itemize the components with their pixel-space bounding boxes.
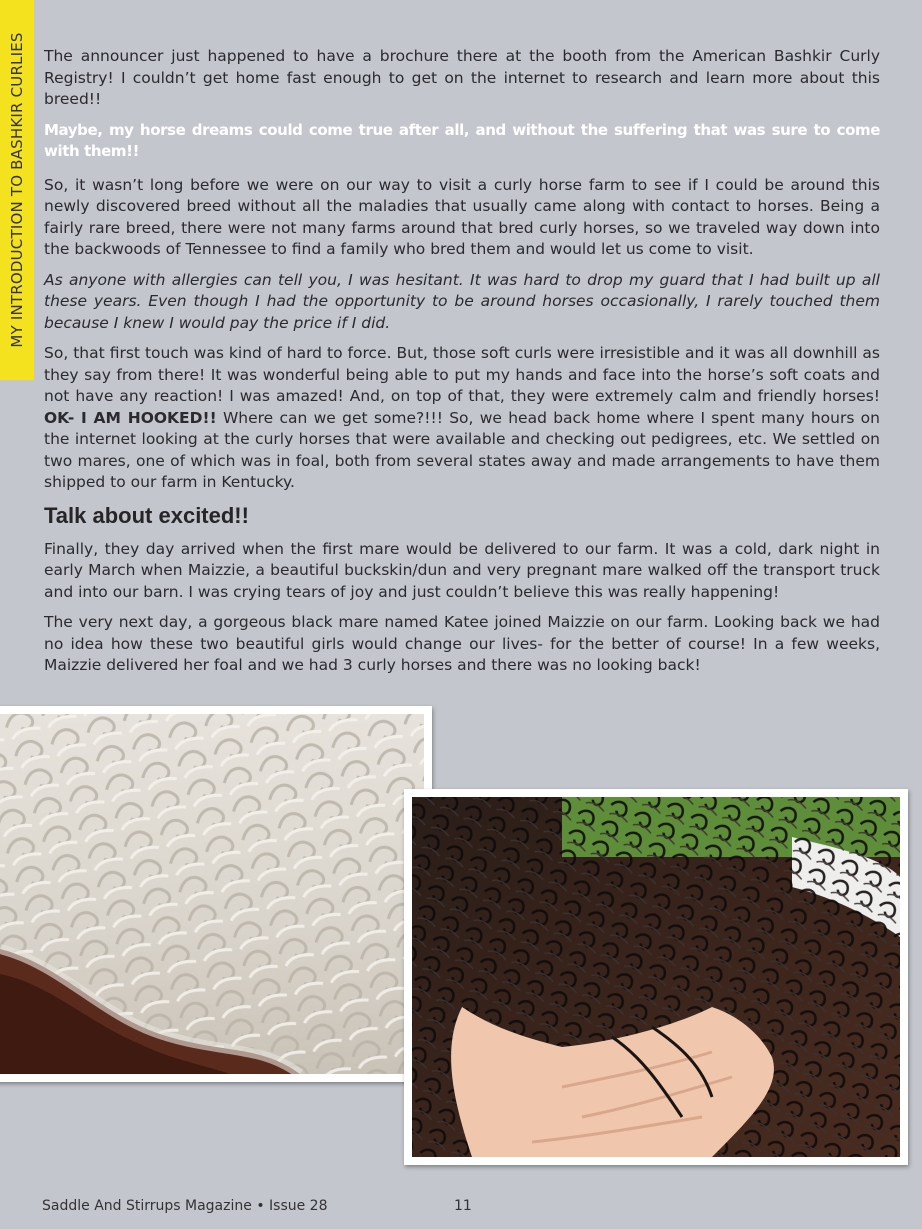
paragraph-5: [44, 343, 880, 494]
photo-black-curly-coat: [404, 789, 908, 1165]
section-tab: [0, 0, 34, 380]
paragraph-1: The announcer just happened to have a brochure there at the booth from the American Bashkir Curly Registry! I couldn’t get home fast enough to get on the internet to research and learn more about this breed!!: [44, 47, 880, 108]
paragraph-5-end: Where can we get some?!!! So, we head back home where I spent many hours on the internet looking at the curly horses that were available and checking out pedigrees, etc. We settled on two mares, one of which was in foal, both from several states away and made arrangements to have them shipped to our farm in Kentucky.: [44, 408, 880, 491]
section-tab-label: MY INTRODUCTION TO BASHKIR CURLIES: [8, 32, 26, 348]
footer-magazine-title: Saddle And Stirrups Magazine • Issue 28: [42, 1198, 328, 1214]
highlight-quote: Maybe, my horse dreams could come true after all, and without the suffering that was sure to come with them!!: [44, 120, 880, 160]
paragraph-5-start: So, that first touch was kind of hard to force. But, those soft curls were irresistible and it was all downhill as they say from there! It was wonderful being able to put my hands and face into the horse’s soft coats and not have any reaction! I was amazed! And, on top of that, they were extremely calm and friendly horses!: [44, 344, 880, 405]
paragraph-7: The very next day, a gorgeous black mare named Katee joined Maizzie on our farm. Looking back we had no idea how these two beautiful girls would change our lives- for the better of course! In a few weeks, Maizzie delivered her foal and we had 3 curly horses and there was no looking back!: [44, 613, 880, 674]
white-curls-image: [0, 714, 424, 1074]
paragraph-3: So, it wasn’t long before we were on our way to visit a curly horse farm to see if I could be around this newly discovered breed without all the maladies that usually came along with contact to horses. Being a fairly rare breed, there were not many farms around that bred curly horses, so we traveled way down into the backwoods of Tennessee to find a family who bred them and would let us come to visit.: [44, 175, 880, 258]
photo-white-curly-coat: [0, 706, 432, 1082]
page-number: 11: [454, 1198, 472, 1214]
hooked-callout: OK- I AM HOOKED!!: [44, 408, 217, 427]
italic-paragraph: As anyone with allergies can tell you, I was hesitant. It was hard to drop my guard that I had built up all these years. Even though I had the opportunity to be around horses occasionally, I rarely touched them because I knew I would pay the price if I did.: [44, 270, 880, 332]
paragraph-6: Finally, they day arrived when the first mare would be delivered to our farm. It was a cold, dark night in early March when Maizzie, a beautiful buckskin/dun and very pregnant mare walked off the transport truck and into our barn. I was crying tears of joy and just couldn’t believe this was really happening!: [44, 539, 880, 601]
article-body: [44, 46, 880, 686]
black-curls-hand-image: [412, 797, 900, 1157]
section-heading: Talk about excited!!: [44, 502, 249, 528]
